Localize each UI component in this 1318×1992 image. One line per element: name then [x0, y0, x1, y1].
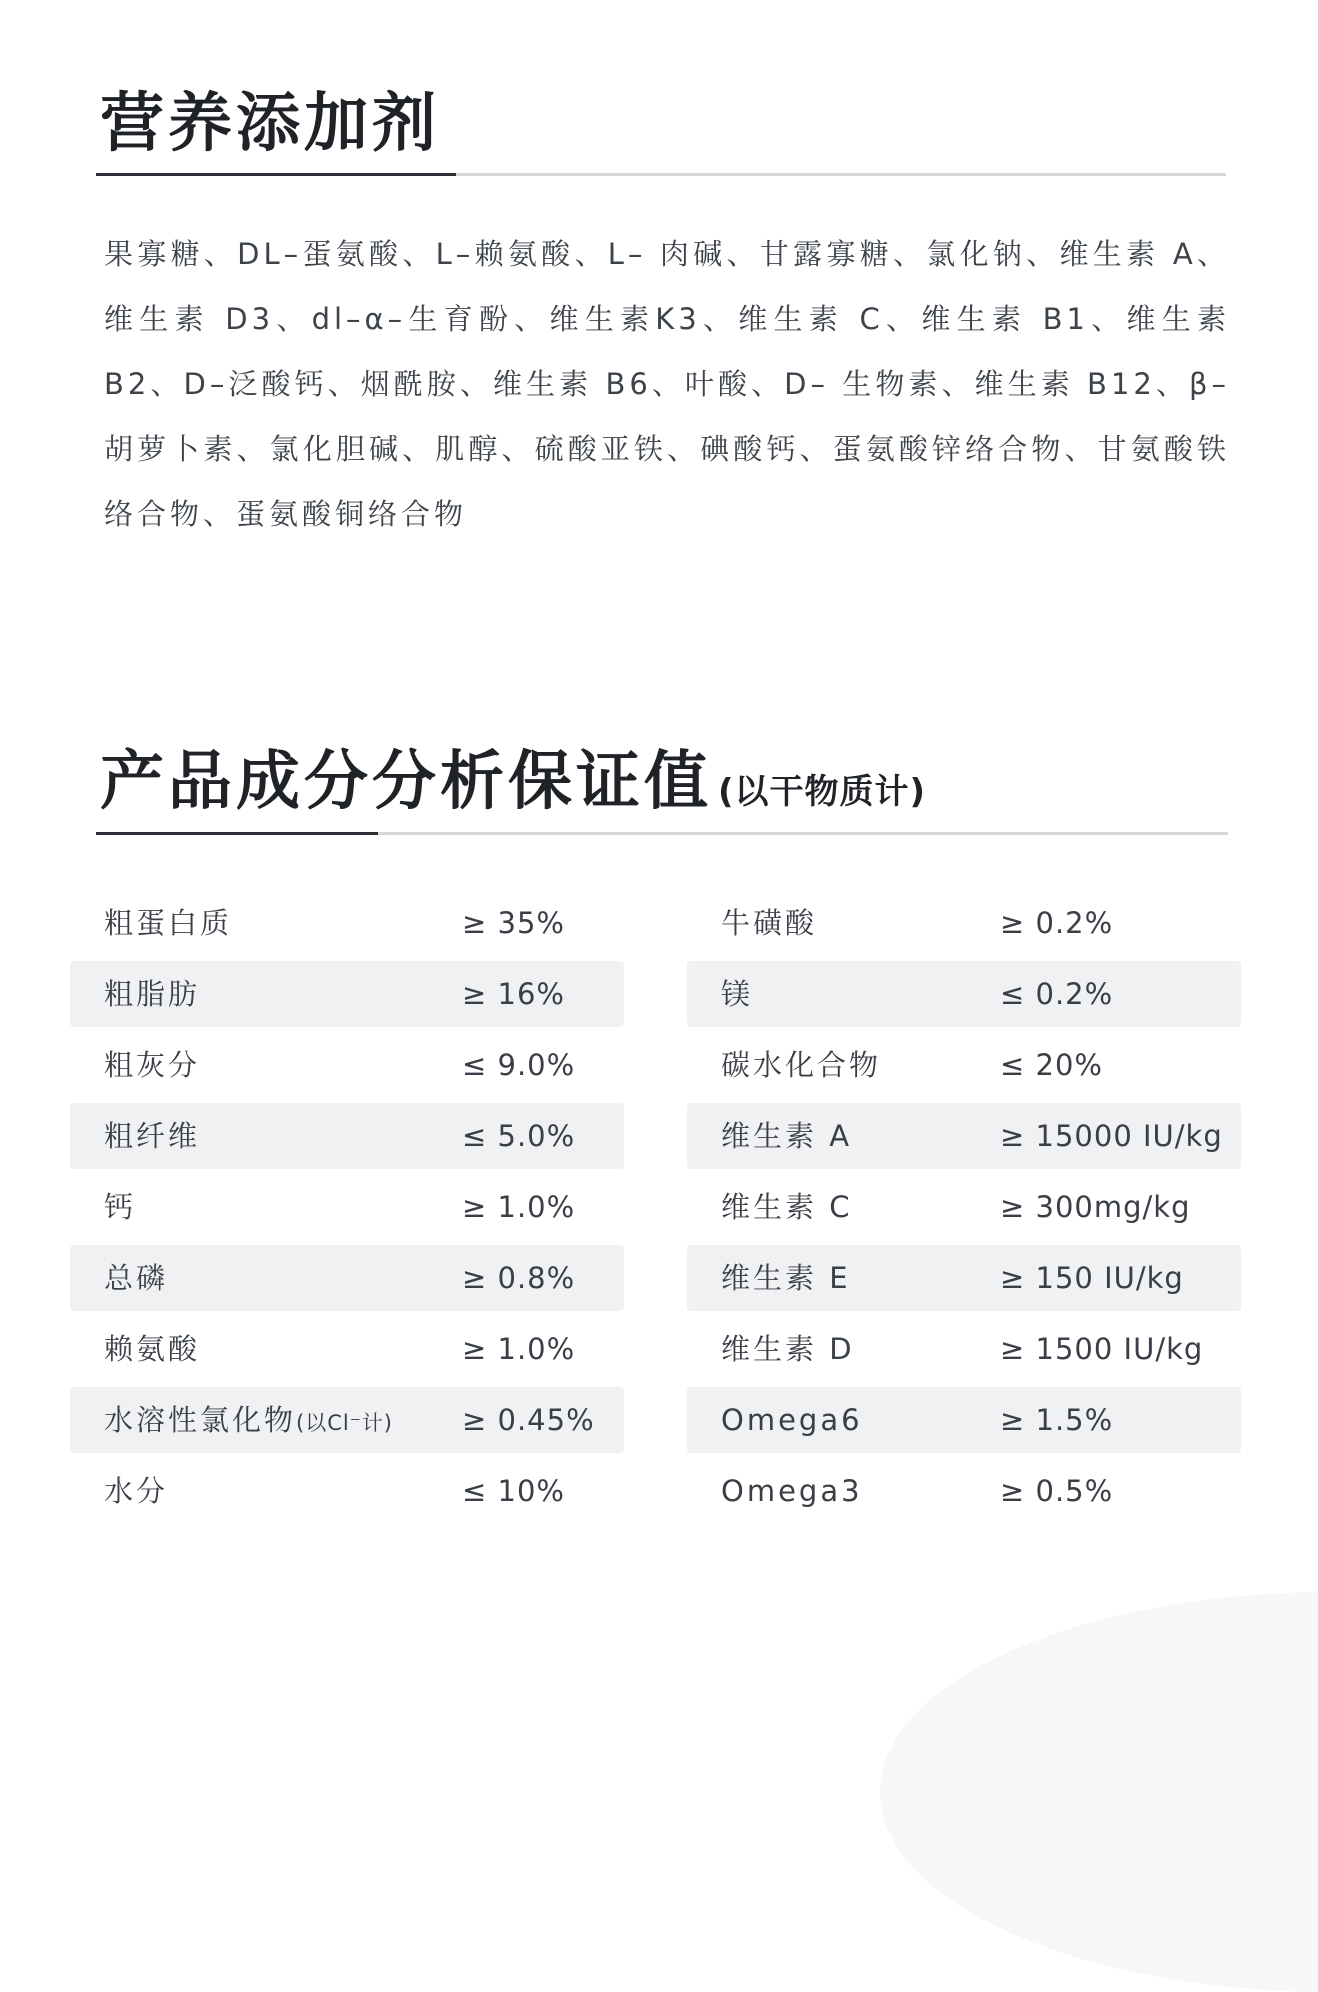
additives-ingredient-list: 果寡糖、DL–蛋氨酸、L–赖氨酸、L– 肉碱、甘露寡糖、氯化钠、维生素 A、维生素 D3、dl–α–生育酚、维生素K3、维生素 C、维生素 B1、维生素 B2、D–泛酸钙、烟酰胺、维生素 B6、叶酸、D– 生物素、维生素 B12、β– 胡萝卜素、氯化胆碱、肌醇、硫酸亚铁、碘酸钙、蛋氨酸锌络合物、甘氨酸铁络合物、蛋氨酸铜络合物: [104, 237, 1230, 531]
nutrient-value: ≥ 1.0%: [462, 1190, 576, 1224]
analysis-divider: [96, 832, 1228, 835]
nutrient-name: Omega3: [721, 1474, 863, 1508]
nutrient-name: [104, 1316, 200, 1382]
nutrient-name: [104, 1458, 168, 1524]
nutrient-value: ≤ 0.2%: [1000, 977, 1114, 1011]
table-row: [70, 1387, 624, 1453]
analysis-table-right: [687, 890, 1241, 1529]
nutrient-name-text: 钙: [104, 1190, 137, 1224]
nutrient-name: 维生素 C: [721, 1190, 853, 1224]
nutrient-name: [104, 1245, 168, 1311]
table-row: [70, 1316, 624, 1382]
nutrient-name: [104, 1103, 200, 1169]
table-row: [687, 1174, 1241, 1240]
table-row: [687, 1245, 1241, 1311]
nutrient-value: ≥ 16%: [462, 977, 565, 1011]
nutrient-value: ≤ 9.0%: [462, 1048, 576, 1082]
analysis-table-left: [70, 890, 624, 1529]
nutrient-name: 牛磺酸: [721, 906, 818, 940]
nutrient-value: ≥ 150 IU/kg: [1000, 1261, 1184, 1295]
table-row: [70, 1458, 624, 1524]
analysis-title: [100, 730, 926, 822]
table-row: [687, 961, 1241, 1027]
nutrient-value: ≤ 5.0%: [462, 1119, 576, 1153]
table-row: [687, 1032, 1241, 1098]
nutrient-name: 碳水化合物: [721, 1048, 882, 1082]
table-row: [70, 1174, 624, 1240]
nutrient-name: [104, 890, 232, 956]
additives-divider-accent: [96, 173, 456, 176]
nutrient-name-text: 赖氨酸: [104, 1332, 201, 1366]
analysis-subtitle: (以干物质计): [718, 772, 927, 812]
nutrient-name-text: 水溶性氯化物: [104, 1403, 297, 1437]
nutrient-name: 维生素 E: [721, 1261, 851, 1295]
nutrient-name: Omega6: [721, 1403, 863, 1437]
table-row: [70, 890, 624, 956]
nutrient-name-text: 粗蛋白质: [104, 906, 233, 940]
nutrient-name: 维生素 D: [721, 1332, 855, 1366]
nutrient-value: ≥ 0.2%: [1000, 906, 1114, 940]
nutrient-name: [104, 1032, 200, 1098]
additives-title: 营养添加剂: [100, 87, 440, 161]
nutrient-name: 维生素 A: [721, 1119, 853, 1153]
table-row: [70, 961, 624, 1027]
additives-divider: [96, 173, 1226, 176]
table-row: [687, 1387, 1241, 1453]
nutrient-name-text: 水分: [104, 1474, 169, 1508]
table-row: [687, 890, 1241, 956]
nutrient-name: 镁: [721, 977, 754, 1011]
nutrient-name-text: 总磷: [104, 1261, 169, 1295]
table-row: [687, 1316, 1241, 1382]
nutrient-value: ≥ 1500 IU/kg: [1000, 1332, 1204, 1366]
table-row: [687, 1103, 1241, 1169]
nutrient-value: ≤ 10%: [462, 1474, 565, 1508]
nutrient-name: [104, 1387, 393, 1456]
nutrient-name: [104, 961, 200, 1027]
nutrient-name: [104, 1174, 136, 1240]
nutrient-value: ≥ 15000 IU/kg: [1000, 1119, 1223, 1153]
nutrient-name-text: 粗脂肪: [104, 977, 201, 1011]
nutrient-name-text: 粗灰分: [104, 1048, 201, 1082]
nutrient-value: ≥ 0.8%: [462, 1261, 576, 1295]
nutrient-note: (以Cl⁻计): [296, 1411, 393, 1435]
analysis-divider-accent: [96, 832, 378, 835]
table-row: [70, 1103, 624, 1169]
nutrient-value: ≥ 35%: [462, 906, 565, 940]
table-row: [70, 1245, 624, 1311]
nutrient-value: ≥ 1.5%: [1000, 1403, 1114, 1437]
nutrient-value: ≥ 0.5%: [1000, 1474, 1114, 1508]
nutrient-name-text: 粗纤维: [104, 1119, 201, 1153]
table-row: [70, 1032, 624, 1098]
nutrient-value: ≥ 0.45%: [462, 1403, 595, 1437]
nutrient-value: ≤ 20%: [1000, 1048, 1103, 1082]
analysis-title-text: 产品成分分析保证值: [100, 745, 712, 819]
decorative-arc: [880, 1592, 1318, 1992]
nutrient-value: ≥ 300mg/kg: [1000, 1190, 1191, 1224]
table-row: [687, 1458, 1241, 1524]
nutrient-value: ≥ 1.0%: [462, 1332, 576, 1366]
